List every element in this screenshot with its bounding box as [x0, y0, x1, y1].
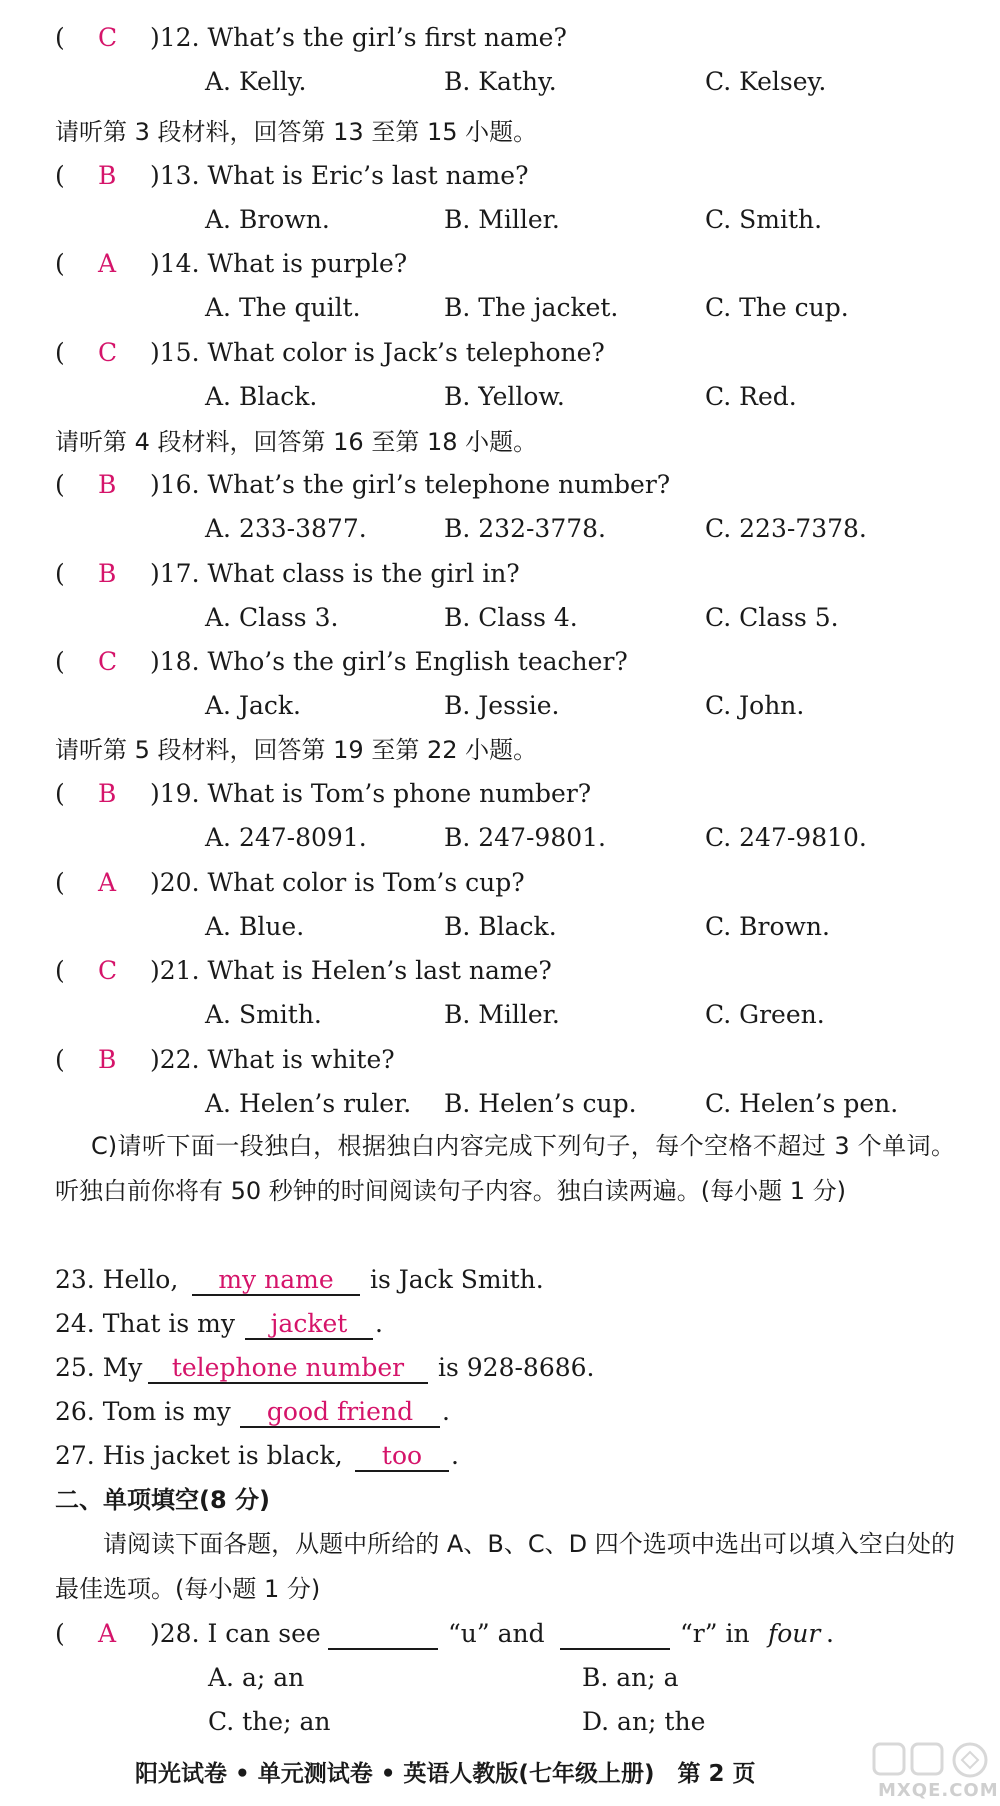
answer-21: C: [98, 956, 118, 985]
fill-prefix: 24. That is my: [55, 1309, 235, 1338]
fill-suffix: is 928-8686.: [438, 1353, 595, 1382]
question-13: [0, 154, 1000, 198]
blank-28-1[interactable]: [328, 1612, 438, 1650]
option-b: B. Miller.: [444, 1000, 560, 1029]
option-b: B. Kathy.: [444, 67, 557, 96]
option-a: A. 233-3877.: [205, 514, 367, 543]
fill-blank[interactable]: jacket: [245, 1302, 373, 1340]
question-19: [0, 772, 1000, 816]
options-19: [0, 816, 1000, 860]
question-28-mid: “u” and: [448, 1619, 545, 1648]
question-14: [0, 242, 1000, 286]
option-a: A. Jack.: [205, 691, 301, 720]
section-header-text: 请听第 4 段材料，回答第 16 至第 18 小题。: [55, 428, 538, 456]
answer-14: A: [98, 249, 117, 278]
question-stem: )18. Who’s the girl’s English teacher?: [150, 647, 628, 676]
fill-blank[interactable]: my name: [192, 1258, 360, 1296]
option-a: A. Blue.: [205, 912, 305, 941]
section-header-text: 请听第 3 段材料，回答第 13 至第 15 小题。: [55, 118, 538, 146]
fill-suffix: is Jack Smith.: [370, 1265, 544, 1294]
answer-13: B: [98, 161, 117, 190]
question-28: [0, 1612, 1000, 1656]
options-13: [0, 198, 1000, 242]
question-28-italic: four: [768, 1619, 821, 1648]
fill-suffix: .: [442, 1397, 450, 1426]
page-footer: [0, 1752, 1000, 1796]
question-20: [0, 861, 1000, 905]
option-c: C. Smith.: [705, 205, 823, 234]
question-12: [0, 16, 1000, 60]
fill-blank[interactable]: telephone number: [148, 1346, 428, 1384]
part-2-instructions: 请阅读下面各题，从题中所给的 A、B、C、D 四个选项中选出可以填入空白处的最佳选项。(每小题 1 分): [55, 1530, 955, 1603]
options-20: [0, 905, 1000, 949]
paren-open: (: [55, 559, 65, 588]
question-stem: )13. What is Eric’s last name?: [150, 161, 529, 190]
options-17: [0, 596, 1000, 640]
paren-open: (: [55, 1045, 65, 1074]
option-28-b: B. an; a: [582, 1663, 679, 1692]
answer-18: C: [98, 647, 118, 676]
answer-20: A: [98, 868, 117, 897]
section-header-text: 请听第 5 段材料，回答第 19 至第 22 小题。: [55, 736, 538, 764]
fill-blank[interactable]: too: [355, 1434, 449, 1472]
paren-open: (: [55, 779, 65, 808]
fill-prefix: 27. His jacket is black,: [55, 1441, 343, 1470]
fill-in-26: [0, 1390, 1000, 1434]
fill-prefix: 26. Tom is my: [55, 1397, 231, 1426]
paren-open: (: [55, 647, 65, 676]
fill-suffix: .: [375, 1309, 383, 1338]
section-header: [0, 110, 1000, 154]
option-c: C. 247-9810.: [705, 823, 867, 852]
answer-15: C: [98, 338, 118, 367]
option-c: C. John.: [705, 691, 805, 720]
fill-in-27: [0, 1434, 1000, 1478]
option-b: B. Class 4.: [444, 603, 578, 632]
question-stem: )12. What’s the girl’s first name?: [150, 23, 567, 52]
option-c: C. The cup.: [705, 293, 849, 322]
paren-open: (: [55, 338, 65, 367]
fill-suffix: .: [451, 1441, 459, 1470]
paren-open: (: [55, 23, 65, 52]
part-c-instructions: C)请听下面一段独白，根据独白内容完成下列句子，每个空格不超过 3 个单词。听独白前你将有 50 秒钟的时间阅读句子内容。独白读两遍。(每小题 1 分): [55, 1132, 955, 1205]
option-c: C. Class 5.: [705, 603, 839, 632]
question-stem: )17. What class is the girl in?: [150, 559, 520, 588]
question-stem: )21. What is Helen’s last name?: [150, 956, 552, 985]
answer-19: B: [98, 779, 117, 808]
footer-text: 阳光试卷 • 单元测试卷 • 英语人教版(七年级上册) 第 2 页: [135, 1761, 756, 1787]
option-c: C. Green.: [705, 1000, 825, 1029]
question-18: [0, 640, 1000, 684]
option-b: B. Black.: [444, 912, 557, 941]
question-28-end: “r” in: [680, 1619, 750, 1648]
options-15: [0, 375, 1000, 419]
option-a: A. Brown.: [205, 205, 330, 234]
option-b: B. Yellow.: [444, 382, 565, 411]
option-a: A. The quilt.: [205, 293, 361, 322]
question-stem: )14. What is purple?: [150, 249, 408, 278]
answer-22: B: [98, 1045, 117, 1074]
question-stem: )15. What color is Jack’s telephone?: [150, 338, 605, 367]
paren-open: (: [55, 868, 65, 897]
fill-prefix: 25. My: [55, 1353, 143, 1382]
paren-open: (: [55, 470, 65, 499]
options-12: [0, 60, 1000, 104]
paren-open: (: [55, 161, 65, 190]
option-b: B. Helen’s cup.: [444, 1089, 637, 1118]
question-stem: )20. What color is Tom’s cup?: [150, 868, 525, 897]
question-16: [0, 463, 1000, 507]
watermark-text: MXQE.COM: [878, 1780, 999, 1801]
question-stem: )22. What is white?: [150, 1045, 395, 1074]
question-28-options-2: [0, 1700, 1000, 1744]
option-a: A. Smith.: [205, 1000, 322, 1029]
question-28-stem: )28. I can see: [150, 1619, 321, 1648]
question-17: [0, 552, 1000, 596]
question-21: [0, 949, 1000, 993]
options-14: [0, 286, 1000, 330]
section-header: [0, 420, 1000, 464]
paren-open: (: [55, 249, 65, 278]
answer-12: C: [98, 23, 118, 52]
options-21: [0, 993, 1000, 1037]
fill-prefix: 23. Hello,: [55, 1265, 179, 1294]
options-22: [0, 1082, 1000, 1126]
question-stem: )16. What’s the girl’s telephone number?: [150, 470, 671, 499]
option-c: C. 223-7378.: [705, 514, 867, 543]
options-16: [0, 507, 1000, 551]
question-28-options-1: [0, 1656, 1000, 1700]
option-c: C. Kelsey.: [705, 67, 827, 96]
blank-28-2[interactable]: [560, 1612, 670, 1650]
option-28-c: C. the; an: [208, 1707, 331, 1736]
option-a: A. Kelly.: [205, 67, 307, 96]
option-b: B. Miller.: [444, 205, 560, 234]
options-18: [0, 684, 1000, 728]
option-c: C. Helen’s pen.: [705, 1089, 899, 1118]
option-c: C. Red.: [705, 382, 797, 411]
part-2-title: 二、单项填空(8 分): [55, 1486, 270, 1514]
paren-open: (: [55, 1619, 65, 1648]
answer-16: B: [98, 470, 117, 499]
option-b: B. The jacket.: [444, 293, 619, 322]
option-28-d: D. an; the: [582, 1707, 706, 1736]
option-a: A. 247-8091.: [205, 823, 367, 852]
fill-in-25: [0, 1346, 1000, 1390]
answer-28: A: [98, 1619, 117, 1648]
answer-17: B: [98, 559, 117, 588]
section-header: [0, 728, 1000, 772]
option-a: A. Helen’s ruler.: [205, 1089, 412, 1118]
option-b: B. 247-9801.: [444, 823, 606, 852]
option-b: B. 232-3778.: [444, 514, 606, 543]
option-a: A. Class 3.: [205, 603, 339, 632]
fill-blank[interactable]: good friend: [240, 1390, 440, 1428]
option-b: B. Jessie.: [444, 691, 560, 720]
option-28-a: A. a; an: [208, 1663, 305, 1692]
option-a: A. Black.: [205, 382, 318, 411]
option-c: C. Brown.: [705, 912, 830, 941]
question-22: [0, 1038, 1000, 1082]
question-stem: )19. What is Tom’s phone number?: [150, 779, 592, 808]
question-28-period: .: [826, 1619, 834, 1648]
question-15: [0, 331, 1000, 375]
paren-open: (: [55, 956, 65, 985]
fill-in-24: [0, 1302, 1000, 1346]
fill-in-23: [0, 1258, 1000, 1302]
